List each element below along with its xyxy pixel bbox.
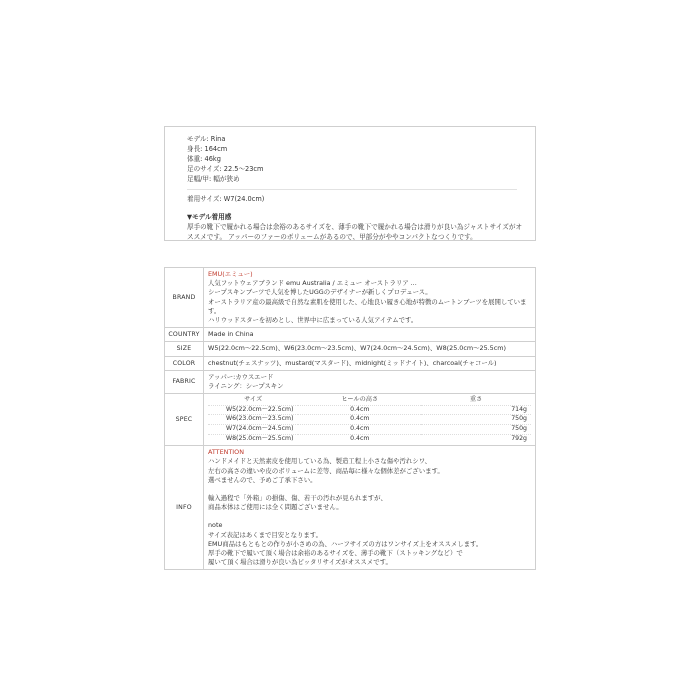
cell-weight: 750g — [421, 425, 531, 435]
size-spec-header — [208, 396, 531, 405]
model-name: モデル: Rina — [187, 135, 226, 143]
cell-heel: 0.4cm — [298, 415, 421, 425]
country-row — [165, 328, 536, 342]
spec-label: SPEC — [165, 394, 204, 446]
color-label: COLOR — [165, 356, 204, 370]
cell-heel: 0.4cm — [298, 425, 421, 435]
size-row — [165, 342, 536, 356]
model-foot-size: 足のサイズ: 22.5〜23cm — [187, 165, 264, 173]
info-line: 商品本体はご使用には全く問題ございません。 — [208, 503, 343, 512]
brand-row — [165, 268, 536, 328]
fabric-row — [165, 370, 536, 393]
fit-note-title: ▼モデル着用感 — [187, 213, 232, 221]
fabric-upper: アッパー:カウスエード — [208, 372, 274, 381]
cell-size: W7(24.0cm〜24.5cm) — [208, 425, 298, 435]
country-value: Made in China — [204, 328, 536, 342]
cell-weight: 750g — [421, 415, 531, 425]
spec-row — [165, 394, 536, 446]
brand-desc-line: ハリウッドスターを初めとし、世界中に広まっている人気アイテムです。 — [208, 316, 418, 325]
header-heel: ヒールの高さ — [341, 396, 379, 404]
product-spec-table — [164, 267, 536, 570]
table-row — [208, 434, 531, 443]
info-line: 左右の高さの違いや皮のボリュームに差等、商品毎に様々な個体差がございます。 — [208, 466, 444, 475]
brand-label: BRAND — [165, 268, 204, 328]
spec-value — [204, 394, 536, 446]
worn-size: 着用サイズ: W7(24.0cm) — [187, 195, 265, 203]
info-line: サイズ表記はあくまで目安となります。 — [208, 530, 323, 539]
color-value: chestnut(チェスナッツ)、mustard(マスタード)、midnight(ミッドナイト)、charcoal(チャコール) — [204, 356, 536, 370]
size-spec-table — [208, 396, 531, 443]
model-height: 身長: 164cm — [187, 145, 228, 153]
brand-desc-line: 人気フットウェアブランド emu Australia / エミュー オーストラリア ... — [208, 279, 417, 288]
country-label: COUNTRY — [165, 328, 204, 342]
color-row — [165, 356, 536, 370]
attention-heading: ATTENTION — [208, 448, 244, 457]
cell-heel: 0.4cm — [298, 434, 421, 443]
note-heading: note — [208, 521, 223, 530]
info-line: 履いて頂く場合は滑りが良い為ピッタリサイズがオススメです。 — [208, 558, 392, 567]
fit-note-body: 厚手の靴下で履かれる場合は余裕のあるサイズを、薄手の靴下で履かれる場合は滑りが良い為ジャストサイズがオススメです。 アッパーのファーのボリュームがあるので、甲部分がややコンパクトなつくりです。 — [187, 223, 523, 241]
model-weight: 体重: 46kg — [187, 155, 221, 163]
info-line: EMU商品はもともとの作りが小さめの為、ハーフサイズの方はワンサイズ上をオススメします。 — [208, 539, 483, 548]
info-row — [165, 446, 536, 570]
model-foot-width: 足幅/甲: 幅が狭め — [187, 175, 240, 183]
table-row — [208, 405, 531, 415]
size-value: W5(22.0cm〜22.5cm)、W6(23.0cm〜23.5cm)、W7(24.0cm〜24.5cm)、W8(25.0cm〜25.5cm) — [204, 342, 536, 356]
model-info-box — [164, 126, 536, 241]
table-row — [208, 425, 531, 435]
divider — [187, 189, 517, 190]
cell-weight: 714g — [421, 405, 531, 415]
info-label: INFO — [165, 446, 204, 570]
brand-name: EMU(エミュー) — [208, 270, 253, 278]
size-label: SIZE — [165, 342, 204, 356]
info-value — [204, 446, 536, 570]
brand-value — [204, 268, 536, 328]
fabric-label: FABRIC — [165, 370, 204, 393]
cell-heel: 0.4cm — [298, 405, 421, 415]
brand-desc-line: シープスキンブーツで人気を博したUGGのデザイナーが新しくプロデュース。 — [208, 288, 432, 297]
header-weight: 重さ — [469, 396, 483, 404]
info-line: ハンドメイドと天然素皮を使用している為、製造工程上小さな傷や汚れシワ、 — [208, 457, 431, 466]
cell-size: W8(25.0cm〜25.5cm) — [208, 434, 298, 443]
brand-desc-line: オーストラリア産の最高級で自然な素肌を使用した、心地良い履き心地が特徴のムートンブーツを展開しています。 — [208, 297, 527, 315]
cell-size: W5(22.0cm〜22.5cm) — [208, 405, 298, 415]
cell-size: W6(23.0cm〜23.5cm) — [208, 415, 298, 425]
info-line: 輸入過程で「外箱」の損傷、傷、若干の汚れが見られますが、 — [208, 494, 387, 503]
header-size: サイズ — [244, 396, 263, 404]
cell-weight: 792g — [421, 434, 531, 443]
fabric-lining: ライニング：シープスキン — [208, 382, 284, 391]
fabric-value — [204, 370, 536, 393]
info-line: 厚手の靴下で履いて頂く場合は余裕のあるサイズを、薄手の靴下（ストッキングなど）で — [208, 549, 463, 558]
info-line: 選べませんので、予めご了承下さい。 — [208, 475, 317, 484]
table-row — [208, 415, 531, 425]
